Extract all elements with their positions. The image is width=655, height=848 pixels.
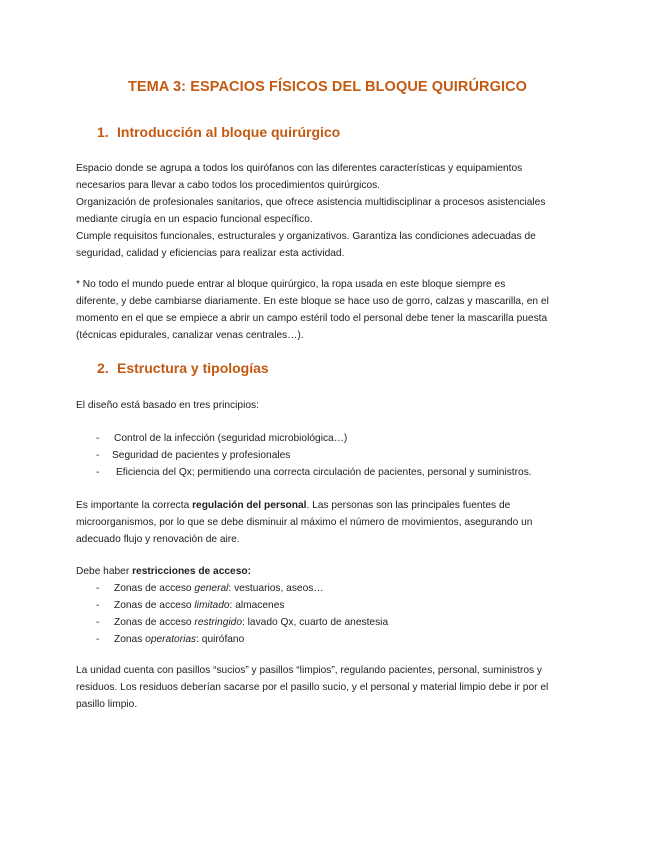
list-item-text: Seguridad de pacientes y profesionales — [112, 450, 291, 461]
zone-detail: : vestuarios, aseos… — [228, 583, 324, 594]
restrictions-emphasis: restricciones de acceso: — [132, 566, 251, 577]
paragraph-line: Cumple requisitos funcionales, estructurales y organizativos. Garantiza las condiciones adecuadas de — [76, 231, 536, 242]
regulation-text: Es importante la correcta — [76, 500, 193, 511]
paragraph-line: adecuado flujo y renovación de aire. — [76, 534, 240, 545]
zone-label: Zonas de acceso — [114, 617, 195, 628]
list-item-text: Control de la infección (seguridad microbiológica…) — [114, 433, 348, 444]
paragraph-line: * No todo el mundo puede entrar al bloque quirúrgico, la ropa usada en este bloque siempre es — [76, 279, 506, 290]
bullet-dash: - — [96, 583, 100, 594]
list-item-text: Eficiencia del Qx; permitiendo una correcta circulación de pacientes, personal y suministros. — [116, 467, 532, 478]
paragraph-line — [76, 563, 576, 580]
list-item — [76, 614, 576, 631]
list-item — [76, 430, 576, 447]
section-1-number: 1. — [97, 124, 109, 140]
bullet-dash: - — [96, 433, 100, 444]
bullet-dash: - — [96, 600, 100, 611]
principles-intro — [76, 397, 576, 414]
intro-paragraph — [76, 160, 576, 262]
zone-type: limitado — [194, 600, 230, 611]
zone-label: Zonas de acceso — [114, 583, 195, 594]
list-item-text — [114, 580, 324, 597]
zone-type: general — [194, 583, 229, 594]
section-2-number: 2. — [97, 360, 109, 376]
list-item — [76, 631, 576, 648]
list-item-text — [114, 614, 388, 631]
document-title: TEMA 3: ESPACIOS FÍSICOS DEL BLOQUE QUIRÚRGICO — [127, 79, 528, 95]
section-2-title: Estructura y tipologías — [117, 360, 269, 376]
principles-list — [76, 430, 576, 481]
zone-label: Zonas — [114, 634, 146, 645]
zone-detail: : almacenes — [229, 600, 285, 611]
restrictions-text: Debe haber — [76, 566, 133, 577]
section-1-title: Introducción al bloque quirúrgico — [117, 124, 341, 140]
paragraph-line — [76, 497, 576, 514]
bullet-dash: - — [96, 467, 100, 478]
list-item — [76, 447, 576, 464]
paragraph-line: (técnicas epidurales, canalizar venas centrales…). — [76, 330, 304, 341]
zone-type: restringido — [194, 617, 242, 628]
bullet-dash: - — [96, 450, 100, 461]
corridors-paragraph — [76, 662, 576, 713]
zone-label: Zonas de acceso — [114, 600, 195, 611]
paragraph-line: diferente, y debe cambiarse diariamente. En este bloque se hace uso de gorro, calzas y mascarilla, en el — [76, 296, 549, 307]
note-paragraph — [76, 276, 576, 344]
list-item-text — [114, 631, 244, 648]
regulation-text: . Las personas son las principales fuentes de — [306, 500, 511, 511]
paragraph-line: pasillo limpio. — [76, 699, 138, 710]
bullet-dash: - — [96, 634, 100, 645]
paragraph-line: Espacio donde se agrupa a todos los quirófanos con las diferentes características y equipamientos — [76, 163, 523, 174]
zone-detail: : quirófano — [196, 634, 245, 645]
list-item — [76, 580, 576, 597]
paragraph-line: Organización de profesionales sanitarios, que ofrece asistencia multidisciplinar a procesos asistenciales — [76, 197, 546, 208]
paragraph-line: La unidad cuenta con pasillos “sucios” y pasillos “limpios”, regulando pacientes, personal, suministros y — [76, 665, 543, 676]
paragraph-line: mediante cirugía en un espacio funcional específico. — [76, 214, 313, 225]
regulation-paragraph — [76, 497, 576, 548]
paragraph-line: El diseño está basado en tres principios: — [76, 400, 259, 411]
section-1-heading — [97, 124, 340, 140]
list-item — [76, 464, 576, 481]
paragraph-line: momento en el que se empiece a abrir un campo estéril todo el personal debe tener la mascarilla puesta — [76, 313, 548, 324]
list-item — [76, 597, 576, 614]
restrictions-intro — [76, 563, 576, 580]
bullet-dash: - — [96, 617, 100, 628]
access-zones-list — [76, 580, 576, 648]
paragraph-line: seguridad, calidad y eficiencias para realizar esta actividad. — [76, 248, 345, 259]
paragraph-line: residuos. Los residuos deberían sacarse por el pasillo sucio, y el personal y material limpio debe ir por el — [76, 682, 549, 693]
paragraph-line: necesarios para llevar a cabo todos los procedimientos quirúrgicos. — [76, 180, 381, 191]
list-item-text — [114, 597, 284, 614]
regulation-emphasis: regulación del personal — [192, 500, 307, 511]
section-2-heading — [97, 360, 269, 376]
zone-type: operatorias — [145, 634, 197, 645]
zone-detail: : lavado Qx, cuarto de anestesia — [242, 617, 389, 628]
paragraph-line: microorganismos, por lo que se debe disminuir al máximo el número de movimientos, asegurando un — [76, 517, 533, 528]
